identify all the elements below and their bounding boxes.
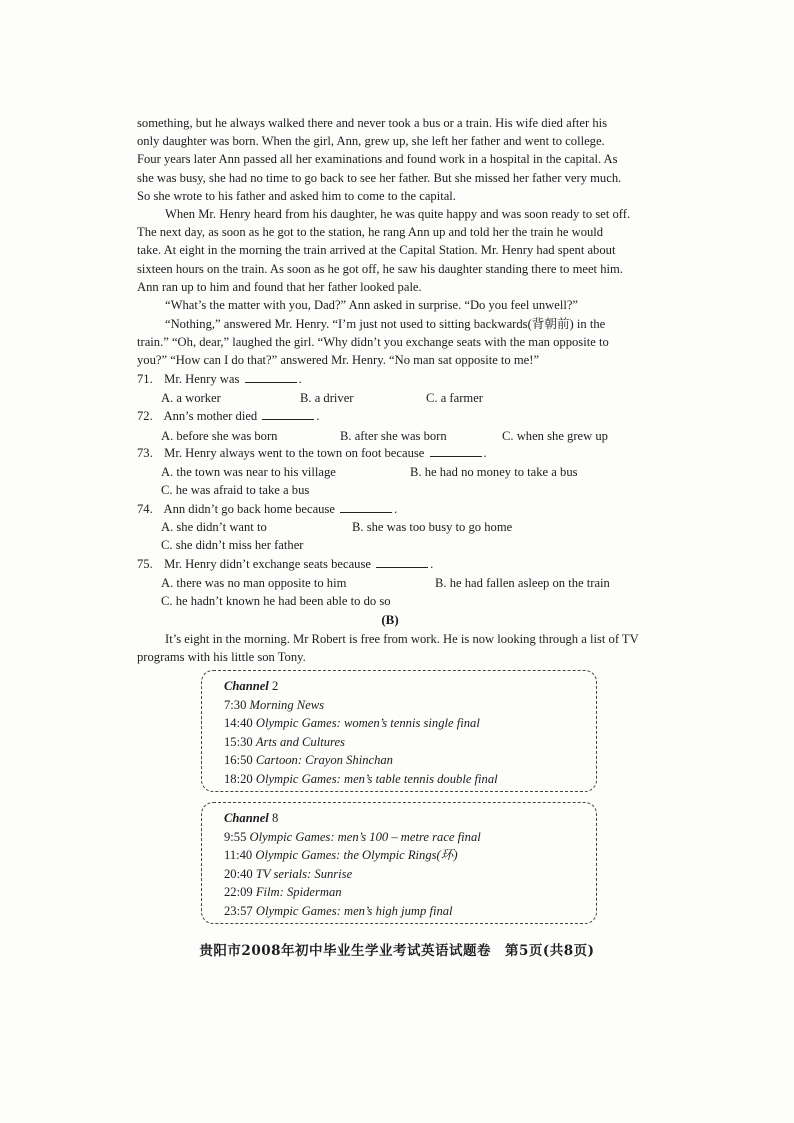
program-title: Olympic Games: men’s high jump final [255,903,453,918]
option-c: C. she didn’t miss her father [161,538,304,552]
option-b: B. he had no money to take a bus [410,465,578,479]
program-time: 20:40 [224,866,253,881]
question-stem: Mr. Henry was [164,372,240,386]
answer-blank [376,557,428,568]
text-line: you?” “How can I do that?” answered Mr. Henry. “No man sat opposite to me!” [137,353,540,368]
program-row [224,714,596,733]
answer-blank [262,409,314,420]
question-73 [137,444,487,462]
program-title: Olympic Games: women’s tennis single final [255,716,480,730]
program-row [224,751,596,770]
program-row [224,902,596,921]
option-a: A. a worker [161,391,221,405]
question-number: 75. [137,557,153,571]
stem-end: . [394,502,398,516]
program-title: Morning News [249,697,325,712]
program-time: 18:20 [224,771,253,786]
stem-end: . [316,409,320,423]
text-line: train.” “Oh, dear,” laughed the girl. “Why didn’t you exchange seats with the man opposite to [137,335,609,350]
program-row [224,865,596,884]
question-72 [137,407,320,425]
program-row [224,770,596,789]
question-number: 71. [137,372,153,386]
text-line: The next day, as soon as he got to the station, he rang Ann up and told her the train he would [137,225,604,240]
program-title: Olympic Games: men’s 100 – metre race final [249,829,481,844]
text-line: “Nothing,” answered Mr. Henry. “I’m just not used to sitting backwards(背朝前) in the [165,317,606,331]
passage-paragraph-4 [137,315,665,370]
text-line: Four years later Ann passed all her examinations and found work in a hospital in the capital. As [137,152,618,167]
question-71 [137,370,302,388]
channel-heading [224,677,596,696]
text-line: programs with his little son Tony. [137,650,306,665]
program-title: Arts and Cultures [255,734,345,749]
option-b: B. a driver [300,391,354,405]
stem-end: . [298,372,302,386]
program-time: 14:40 [224,716,253,730]
answer-blank [245,372,297,383]
program-title: Film: Spiderman [255,885,342,899]
option-a: A. the town was near to his village [161,465,336,479]
question-stem: Mr. Henry didn’t exchange seats because [164,557,371,571]
text-line: “What’s the matter with you, Dad?” Ann asked in surprise. “Do you feel unwell?” [165,298,579,312]
text-line: something, but he always walked there and never took a bus or a train. His wife died after his [137,116,608,130]
option-c: C. he was afraid to take a bus [161,483,310,497]
passage-paragraph-2 [137,205,665,296]
option-c: C. he hadn’t known he had been able to do so [161,594,391,608]
program-title: Olympic Games: men’s table tennis double final [255,771,498,786]
option-c: C. a farmer [426,391,483,405]
channel-2-schedule [201,670,597,792]
program-row [224,883,596,902]
channel-number: 8 [271,811,279,825]
answer-blank [430,446,482,457]
question-number: 73. [137,446,153,460]
stem-end: . [430,557,434,571]
option-b: B. she was too busy to go home [352,520,513,534]
program-time: 9:55 [224,829,247,844]
option-b: B. he had fallen asleep on the train [435,576,610,590]
stem-end: . [483,446,487,460]
channel-heading [224,809,596,828]
option-a: A. there was no man opposite to him [161,576,347,590]
channel-label: Channel [224,811,269,825]
program-title: Olympic Games: the Olympic Rings(环) [255,848,458,862]
channel-number: 2 [271,679,279,693]
question-74 [137,500,397,518]
program-time: 15:30 [224,734,253,749]
question-stem: Ann didn’t go back home because [163,502,335,516]
text-line: take. At eight in the morning the train arrived at the Capital Station. Mr. Henry had spent about [137,243,616,258]
option-a: A. before she was born [161,429,278,443]
program-time: 23:57 [224,903,253,918]
passage-paragraph-3 [137,296,665,314]
question-number: 74. [137,502,153,516]
answer-blank [340,502,392,513]
text-line: It’s eight in the morning. Mr Robert is free from work. He is now looking through a list of TV [165,632,639,646]
text-line: So she wrote to his father and asked him to come to the capital. [137,188,456,203]
channel-label: Channel [224,679,269,693]
program-row [224,828,596,847]
program-row [224,733,596,752]
program-title: TV serials: Sunrise [255,866,353,881]
program-time: 7:30 [224,697,247,712]
channel-8-schedule [201,802,597,924]
text-line: sixteen hours on the train. As soon as he got off, he saw his daughter standing there to meet him. [137,261,623,276]
question-number: 72. [137,409,153,423]
text-line: she was busy, she had no time to go back to see her father. But she missed her father very much. [137,170,622,185]
option-a: A. she didn’t want to [161,520,267,534]
text-line: When Mr. Henry heard from his daughter, he was quite happy and was soon ready to set off. [165,207,631,221]
program-time: 22:09 [224,885,253,899]
text-line: Ann ran up to him and found that her father looked pale. [137,279,422,294]
passage-paragraph-1 [137,114,665,205]
section-b-intro [137,630,665,666]
page-footer: 贵阳市2008年初中毕业生学业考试英语试题卷 第5页(共8页) [199,943,595,959]
question-stem: Mr. Henry always went to the town on foot because [164,446,425,460]
question-75 [137,555,433,573]
program-time: 11:40 [224,848,253,862]
section-b-heading: (B) [381,612,399,627]
program-row [224,696,596,715]
option-b: B. after she was born [340,429,447,443]
text-line: only daughter was born. When the girl, Ann, grew up, she left her father and went to college. [137,134,605,149]
program-time: 16:50 [224,753,253,767]
option-c: C. when she grew up [502,429,608,443]
program-title: Cartoon: Crayon Shinchan [255,753,393,767]
program-row [224,846,596,865]
question-stem: Ann’s mother died [163,409,258,423]
